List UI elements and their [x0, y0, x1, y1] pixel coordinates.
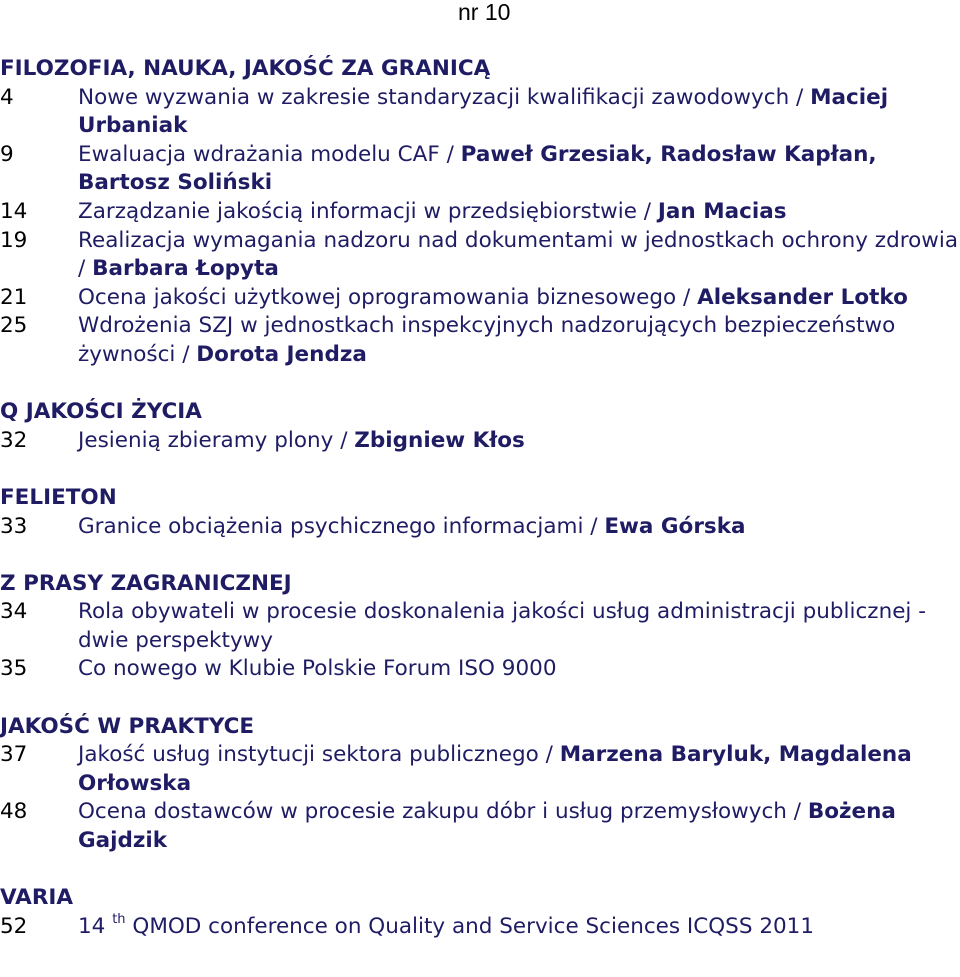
- article-title: Ocena dostawców w procesie zakupu dóbr i usług przemysłowych /: [78, 799, 801, 825]
- article-author: Jan Macias: [657, 198, 787, 224]
- toc-entry[interactable]: [0, 913, 958, 942]
- page-number: 34: [0, 599, 28, 625]
- page-number: 4: [0, 84, 14, 110]
- ordinal-suffix: th: [112, 911, 126, 927]
- article-title: Ewaluacja wdrażania modelu CAF /: [78, 141, 454, 167]
- toc-entry[interactable]: [0, 141, 958, 198]
- article-author: Ewa Górska: [604, 513, 746, 539]
- article-title: Rola obywateli w procesie doskonalenia jakości usług administracji publicznej - dwie perspektywy: [78, 599, 927, 653]
- section-gap: [0, 370, 958, 399]
- section-gap: [0, 455, 958, 484]
- section-heading: JAKOŚĆ W PRAKTYCE: [0, 713, 255, 739]
- article-author: Marzena Baryluk, Magdalena Orłowska: [78, 742, 912, 796]
- page-number: 35: [0, 656, 28, 682]
- page-number: 52: [0, 913, 28, 939]
- toc-entry[interactable]: [0, 84, 958, 141]
- section-heading: VARIA: [0, 885, 74, 911]
- ordinal-number: 14: [78, 913, 106, 939]
- page-number: 37: [0, 742, 28, 768]
- article-author: Zbigniew Kłos: [354, 427, 525, 453]
- toc-entry[interactable]: [0, 284, 958, 313]
- toc-entry[interactable]: [0, 655, 958, 684]
- article-author: Barbara Łopyta: [92, 256, 279, 282]
- section-heading: FELIETON: [0, 484, 117, 510]
- article-title-rest: QMOD conference on Quality and Service Sciences ICQSS 2011: [132, 913, 815, 939]
- page-number: 25: [0, 313, 28, 339]
- article-author: Bożena Gajdzik: [78, 799, 896, 854]
- section-gap: [0, 684, 958, 713]
- page-number: 33: [0, 513, 28, 539]
- article-title: Zarządzanie jakością informacji w przedsiębiorstwie /: [78, 198, 652, 224]
- article-author: Paweł Grzesiak, Radosław Kapłan, Bartosz Soliński: [78, 141, 877, 196]
- toc-entry[interactable]: [0, 513, 958, 542]
- toc-entry[interactable]: [0, 598, 958, 655]
- article-title: Jesienią zbieramy plony /: [78, 427, 348, 453]
- issue-number: nr 10: [458, 0, 511, 25]
- article-title: Jakość usług instytucji sektora publicznego /: [78, 742, 553, 768]
- toc-entry[interactable]: [0, 227, 958, 284]
- toc-entry[interactable]: [0, 312, 958, 369]
- page-number: 19: [0, 227, 28, 253]
- section-heading: Q JAKOŚCI ŻYCIA: [0, 399, 202, 425]
- toc-entry[interactable]: [0, 198, 958, 227]
- toc-entry[interactable]: [0, 741, 958, 798]
- article-title: Ocena jakości użytkowej oprogramowania biznesowego /: [78, 284, 691, 310]
- toc-entry[interactable]: [0, 427, 958, 456]
- page-number: 48: [0, 799, 28, 825]
- section-gap: [0, 856, 958, 885]
- table-of-contents: [0, 55, 958, 941]
- section-heading: Z PRASY ZAGRANICZNEJ: [0, 570, 292, 596]
- page-number: 21: [0, 284, 28, 310]
- page-number: 9: [0, 141, 14, 167]
- toc-entry[interactable]: [0, 798, 958, 855]
- article-title: Co nowego w Klubie Polskie Forum ISO 9000: [78, 656, 557, 682]
- article-title: Realizacja wymagania nadzoru nad dokumentami w jednostkach ochrony zdrowia /: [78, 227, 958, 282]
- article-author: Maciej Urbaniak: [78, 84, 889, 139]
- section-heading: FILOZOFIA, NAUKA, JAKOŚĆ ZA GRANICĄ: [0, 56, 491, 81]
- article-title: Nowe wyzwania w zakresie standaryzacji kwalifikacji zawodowych /: [78, 84, 804, 110]
- page-number: 32: [0, 427, 28, 453]
- article-author: Aleksander Lotko: [697, 284, 908, 310]
- section-gap: [0, 541, 958, 570]
- article-author: Dorota Jendza: [196, 341, 367, 367]
- page-number: 14: [0, 198, 28, 224]
- article-title: Granice obciążenia psychicznego informacjami /: [78, 513, 598, 539]
- article-title: Wdrożenia SZJ w jednostkach inspekcyjnych nadzorujących bezpieczeństwo żywności /: [78, 313, 896, 367]
- article-title: [78, 911, 815, 939]
